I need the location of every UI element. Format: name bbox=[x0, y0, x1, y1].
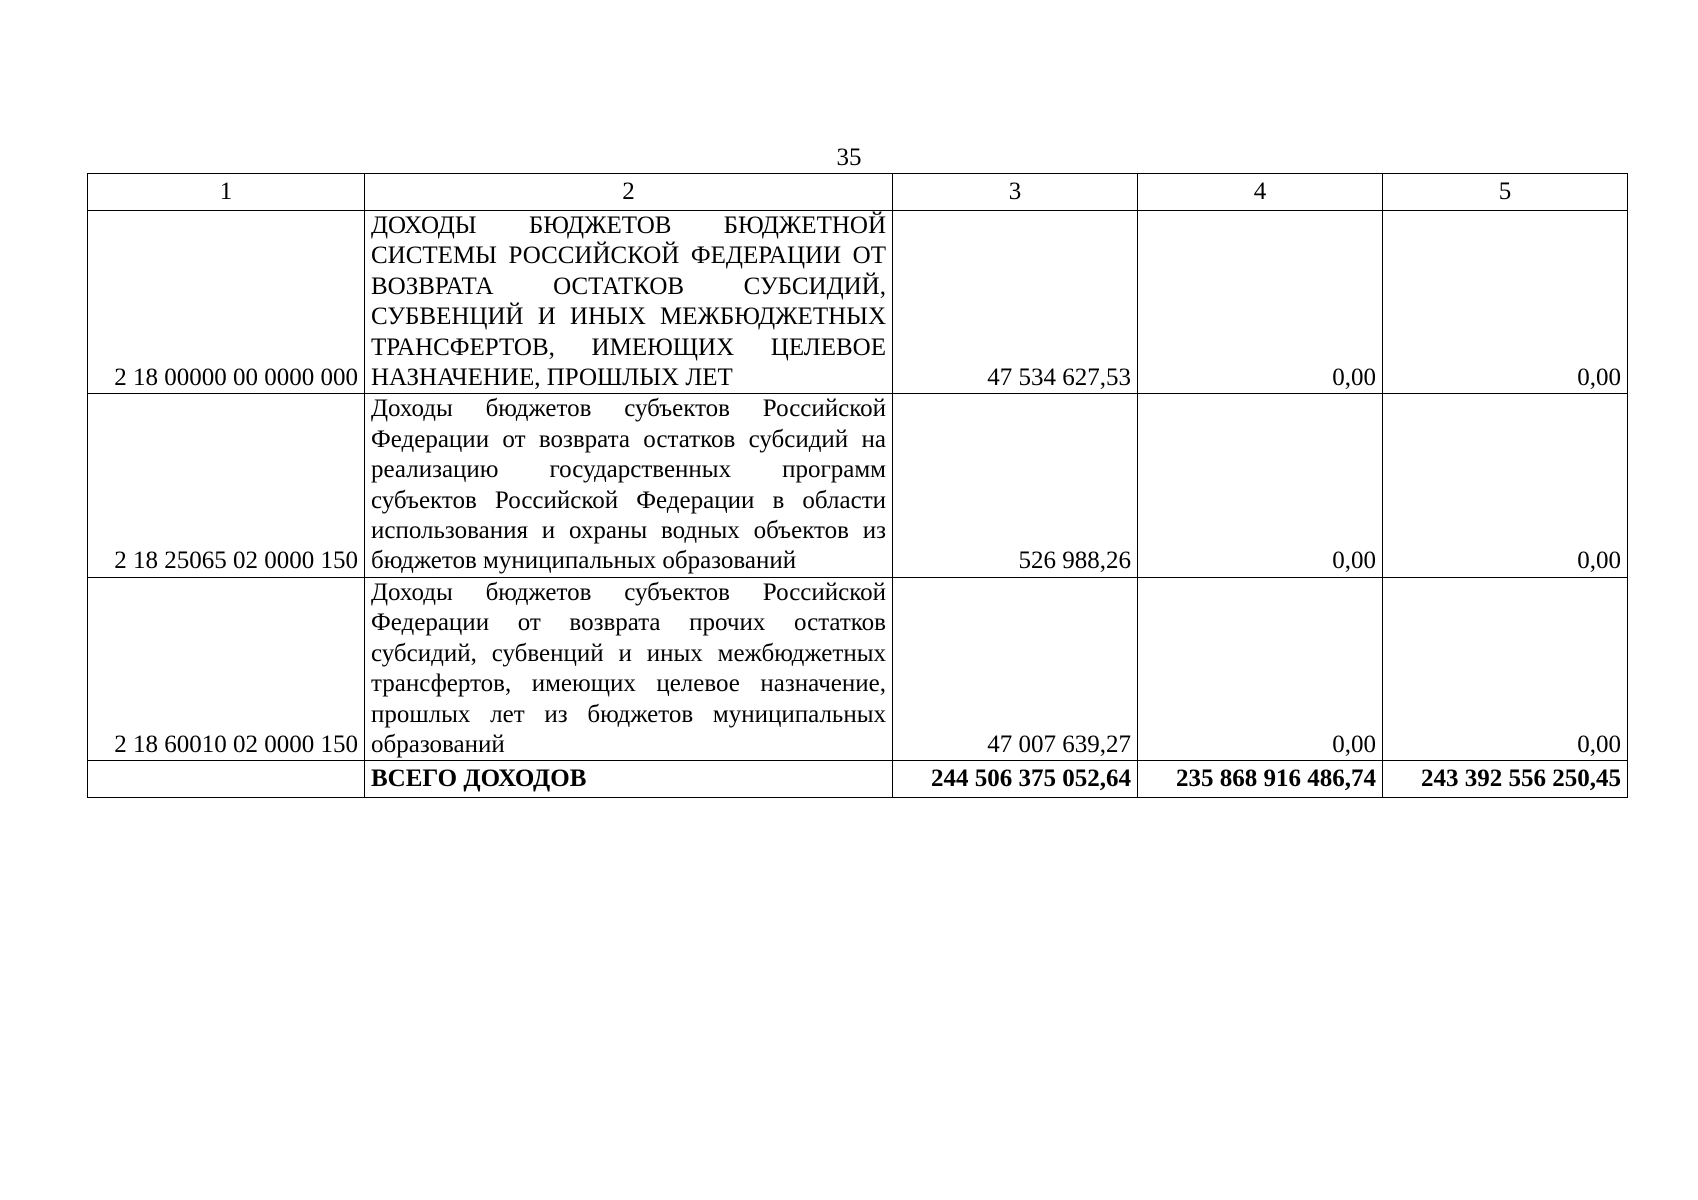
column-header-2: 2 bbox=[365, 174, 893, 211]
total-row bbox=[88, 761, 1628, 798]
amount-col4: 0,00 bbox=[1138, 211, 1383, 394]
revenue-name: Доходы бюджетов субъектов Российской Федерации от возврата остатков субсидий на реализацию государственных программ субъектов Российской Федерации в области использования и охраны водных объектов из бюджетов муниципальных образований bbox=[365, 394, 893, 577]
total-label: ВСЕГО ДОХОДОВ bbox=[365, 761, 893, 798]
budget-code: 2 18 60010 02 0000 150 bbox=[88, 577, 365, 760]
total-col5: 243 392 556 250,45 bbox=[1383, 761, 1628, 798]
column-header-4: 4 bbox=[1138, 174, 1383, 211]
column-header-5: 5 bbox=[1383, 174, 1628, 211]
revenue-table bbox=[87, 173, 1628, 798]
total-col3: 244 506 375 052,64 bbox=[893, 761, 1138, 798]
table-row bbox=[88, 211, 1628, 394]
header-row bbox=[88, 174, 1628, 211]
amount-col5: 0,00 bbox=[1383, 394, 1628, 577]
amount-col5: 0,00 bbox=[1383, 211, 1628, 394]
column-header-3: 3 bbox=[893, 174, 1138, 211]
page-number: 35 bbox=[836, 144, 862, 171]
column-header-1: 1 bbox=[88, 174, 365, 211]
table-row bbox=[88, 577, 1628, 760]
revenue-name: ДОХОДЫ БЮДЖЕТОВ БЮДЖЕТНОЙ СИСТЕМЫ РОССИЙСКОЙ ФЕДЕРАЦИИ ОТ ВОЗВРАТА ОСТАТКОВ СУБСИДИЙ, СУБВЕНЦИЙ И ИНЫХ МЕЖБЮДЖЕТНЫХ ТРАНСФЕРТОВ, ИМЕЮЩИХ ЦЕЛЕВОЕ НАЗНАЧЕНИЕ, ПРОШЛЫХ ЛЕТ bbox=[365, 211, 893, 394]
amount-col3: 47 534 627,53 bbox=[893, 211, 1138, 394]
amount-col3: 47 007 639,27 bbox=[893, 577, 1138, 760]
budget-code: 2 18 25065 02 0000 150 bbox=[88, 394, 365, 577]
total-col4: 235 868 916 486,74 bbox=[1138, 761, 1383, 798]
amount-col4: 0,00 bbox=[1138, 394, 1383, 577]
table-row bbox=[88, 394, 1628, 577]
amount-col4: 0,00 bbox=[1138, 577, 1383, 760]
amount-col5: 0,00 bbox=[1383, 577, 1628, 760]
total-code bbox=[88, 761, 365, 798]
revenue-name: Доходы бюджетов субъектов Российской Федерации от возврата прочих остатков субсидий, субвенций и иных межбюджетных трансфертов, имеющих целевое назначение, прошлых лет из бюджетов муниципальных образований bbox=[365, 577, 893, 760]
budget-code: 2 18 00000 00 0000 000 bbox=[88, 211, 365, 394]
amount-col3: 526 988,26 bbox=[893, 394, 1138, 577]
